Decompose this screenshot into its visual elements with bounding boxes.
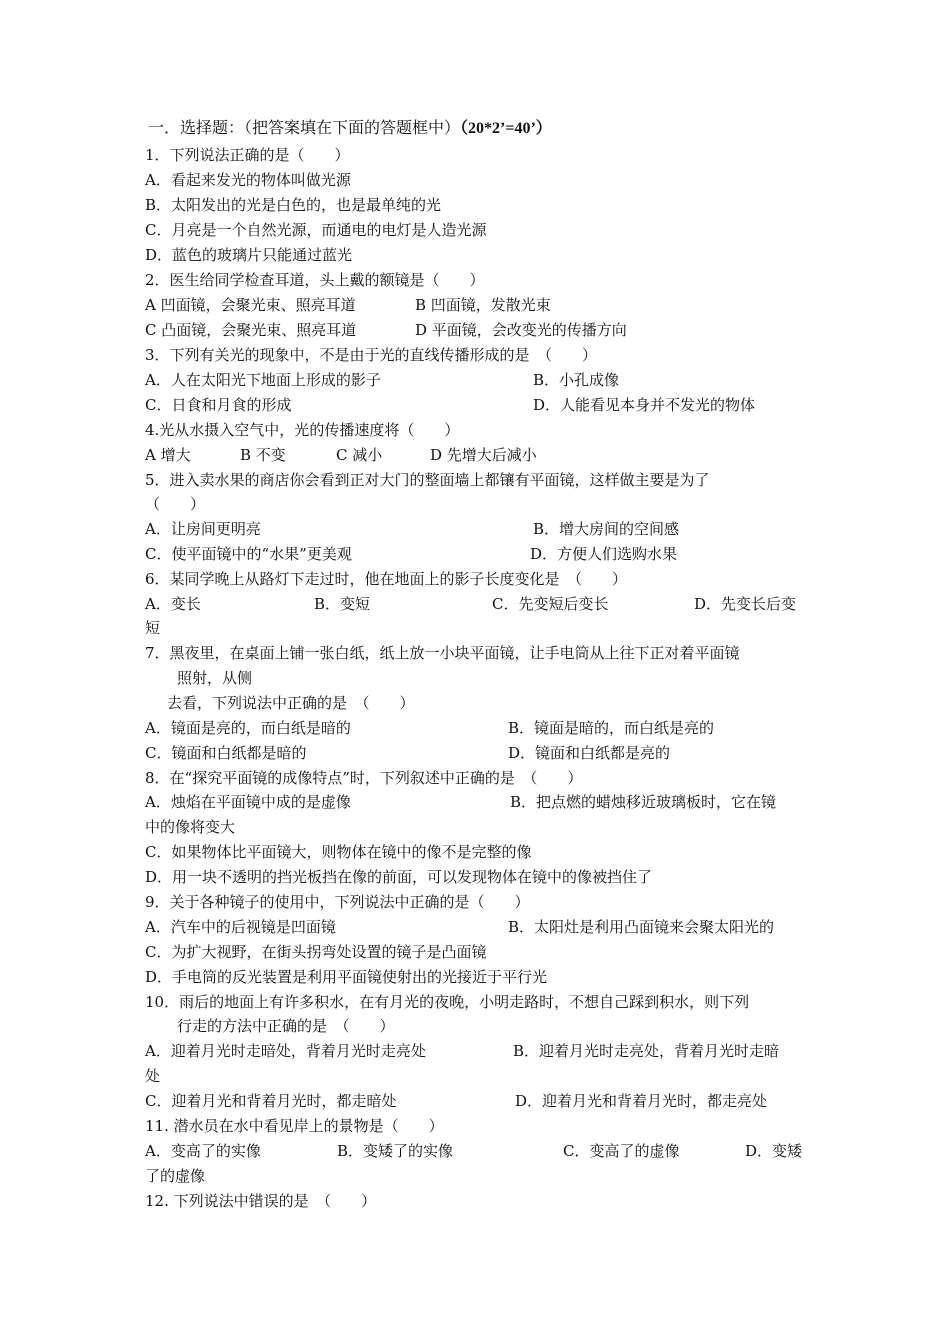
question-5-option-b: B．增大房间的空间感 xyxy=(533,520,680,538)
question-8-option-b-cont: 中的像将变大 xyxy=(145,818,236,836)
question-11-option-c: C．变高了的虚像 xyxy=(563,1142,680,1160)
question-5-stem: 5．进入卖水果的商店你会看到正对大门的整面墙上都镶有平面镜，这样做主要是为了 xyxy=(145,471,710,489)
question-12-stem: 12. 下列说法中错误的是 （ ） xyxy=(145,1192,377,1210)
question-2-option-b: B 凹面镜，发散光束 xyxy=(415,296,551,314)
question-5-option-d: D．方便人们选购水果 xyxy=(530,545,678,563)
question-1-option-c: C．月亮是一个自然光源，而通电的电灯是人造光源 xyxy=(145,221,487,239)
question-6-stem: 6．某同学晚上从路灯下走过时，他在地面上的影子长度变化是 （ ） xyxy=(145,570,628,588)
question-4-option-a: A 增大 xyxy=(145,446,191,464)
question-10-option-b: B．迎着月光时走亮处，背着月光时走暗 xyxy=(513,1042,780,1060)
question-6-option-a: A．变长 xyxy=(145,595,201,613)
question-9-stem: 9．关于各种镜子的使用中，下列说法中正确的是（ ） xyxy=(145,893,530,911)
question-10-option-d: D．迎着月光和背着月光时，都走亮处 xyxy=(515,1092,768,1110)
question-9-option-d: D．手电筒的反光装置是利用平面镜使射出的光接近于平行光 xyxy=(145,968,548,986)
question-2-option-c: C 凸面镜，会聚光束、照亮耳道 xyxy=(145,321,357,339)
question-3-option-b: B．小孔成像 xyxy=(533,371,620,389)
question-10-stem-cont: 行走的方法中正确的是 （ ） xyxy=(177,1017,395,1035)
question-5-stem-cont: （ ） xyxy=(145,495,206,513)
question-10-option-a: A．迎着月光时走暗处，背着月光时走亮处 xyxy=(145,1042,426,1060)
question-2-option-a: A 凹面镜，会聚光束、照亮耳道 xyxy=(145,296,356,314)
question-8-stem: 8．在“探究平面镜的成像特点”时，下列叙述中正确的是 （ ） xyxy=(145,769,583,787)
question-7-stem-cont: 照射，从侧 xyxy=(177,669,253,687)
question-1-stem: 1．下列说法正确的是（ ） xyxy=(145,146,350,164)
question-1-option-d: D．蓝色的玻璃片只能通过蓝光 xyxy=(145,246,353,264)
question-2-stem: 2．医生给同学检查耳道，头上戴的额镜是（ ） xyxy=(145,271,485,289)
question-3-stem: 3．下列有关光的现象中，不是由于光的直线传播形成的是 （ ） xyxy=(145,346,598,364)
question-10-stem: 10．雨后的地面上有许多积水，在有月光的夜晚，小明走路时，不想自己踩到积水，则下列 xyxy=(145,993,750,1011)
question-7-stem-cont-2: 去看，下列说法中正确的是 （ ） xyxy=(167,694,415,712)
question-4-stem: 4.光从水摄入空气中，光的传播速度将（ ） xyxy=(145,421,460,439)
question-5-option-a: A．让房间更明亮 xyxy=(145,520,261,538)
question-7-option-a: A．镜面是亮的，而白纸是暗的 xyxy=(145,719,351,737)
question-11-option-d-cont: 了的虚像 xyxy=(145,1167,206,1185)
question-10-option-b-cont: 处 xyxy=(145,1067,161,1085)
question-8-option-b: B．把点燃的蜡烛移近玻璃板时，它在镜 xyxy=(510,793,777,811)
question-11-stem: 11. 潜水员在水中看见岸上的景物是（ ） xyxy=(145,1117,444,1135)
section-score: （20*2’=40’） xyxy=(460,120,552,137)
question-4-option-b: B 不变 xyxy=(240,446,286,464)
question-11-option-a: A．变高了的实像 xyxy=(145,1142,261,1160)
question-9-option-c: C．为扩大视野，在街头拐弯处设置的镜子是凸面镜 xyxy=(145,943,487,961)
question-5-option-c: C．使平面镜中的“水果”更美观 xyxy=(145,545,352,563)
question-7-option-c: C．镜面和白纸都是暗的 xyxy=(145,744,307,762)
question-7-stem: 7．黑夜里，在桌面上铺一张白纸，纸上放一小块平面镜，让手电筒从上往下正对着平面镜 xyxy=(145,644,740,662)
question-8-option-d: D．用一块不透明的挡光板挡在像的前面，可以发现物体在镜中的像被挡住了 xyxy=(145,868,653,886)
question-6-option-c: C．先变短后变长 xyxy=(492,595,609,613)
section-title-text: 一．选择题：（把答案填在下面的答题框中） xyxy=(148,118,461,137)
question-3-option-c: C．日食和月食的形成 xyxy=(145,396,292,414)
question-10-option-c: C．迎着月光和背着月光时，都走暗处 xyxy=(145,1092,397,1110)
question-6-option-d-cont: 短 xyxy=(145,619,161,637)
question-7-option-b: B．镜面是暗的，而白纸是亮的 xyxy=(508,719,715,737)
question-3-option-a: A．人在太阳光下地面上形成的影子 xyxy=(145,371,381,389)
question-8-option-a: A．烛焰在平面镜中成的是虚像 xyxy=(145,793,351,811)
question-4-option-c: C 减小 xyxy=(336,446,383,464)
question-6-option-d: D．先变长后变 xyxy=(694,595,797,613)
question-11-option-b: B．变矮了的实像 xyxy=(337,1142,454,1160)
question-9-option-a: A．汽车中的后视镜是凹面镜 xyxy=(145,918,336,936)
question-6-option-b: B．变短 xyxy=(314,595,371,613)
question-3-option-d: D．人能看见本身并不发光的物体 xyxy=(533,396,756,414)
question-11-option-d: D．变矮 xyxy=(745,1142,803,1160)
question-1-option-a: A．看起来发光的物体叫做光源 xyxy=(145,171,351,189)
section-title xyxy=(148,118,552,139)
question-7-option-d: D．镜面和白纸都是亮的 xyxy=(508,744,671,762)
question-1-option-b: B．太阳发出的光是白色的，也是最单纯的光 xyxy=(145,196,442,214)
question-9-option-b: B．太阳灶是利用凸面镜来会聚太阳光的 xyxy=(508,918,775,936)
question-2-option-d: D 平面镜，会改变光的传播方向 xyxy=(415,321,627,339)
question-4-option-d: D 先增大后减小 xyxy=(430,446,537,464)
question-8-option-c: C．如果物体比平面镜大，则物体在镜中的像不是完整的像 xyxy=(145,843,532,861)
